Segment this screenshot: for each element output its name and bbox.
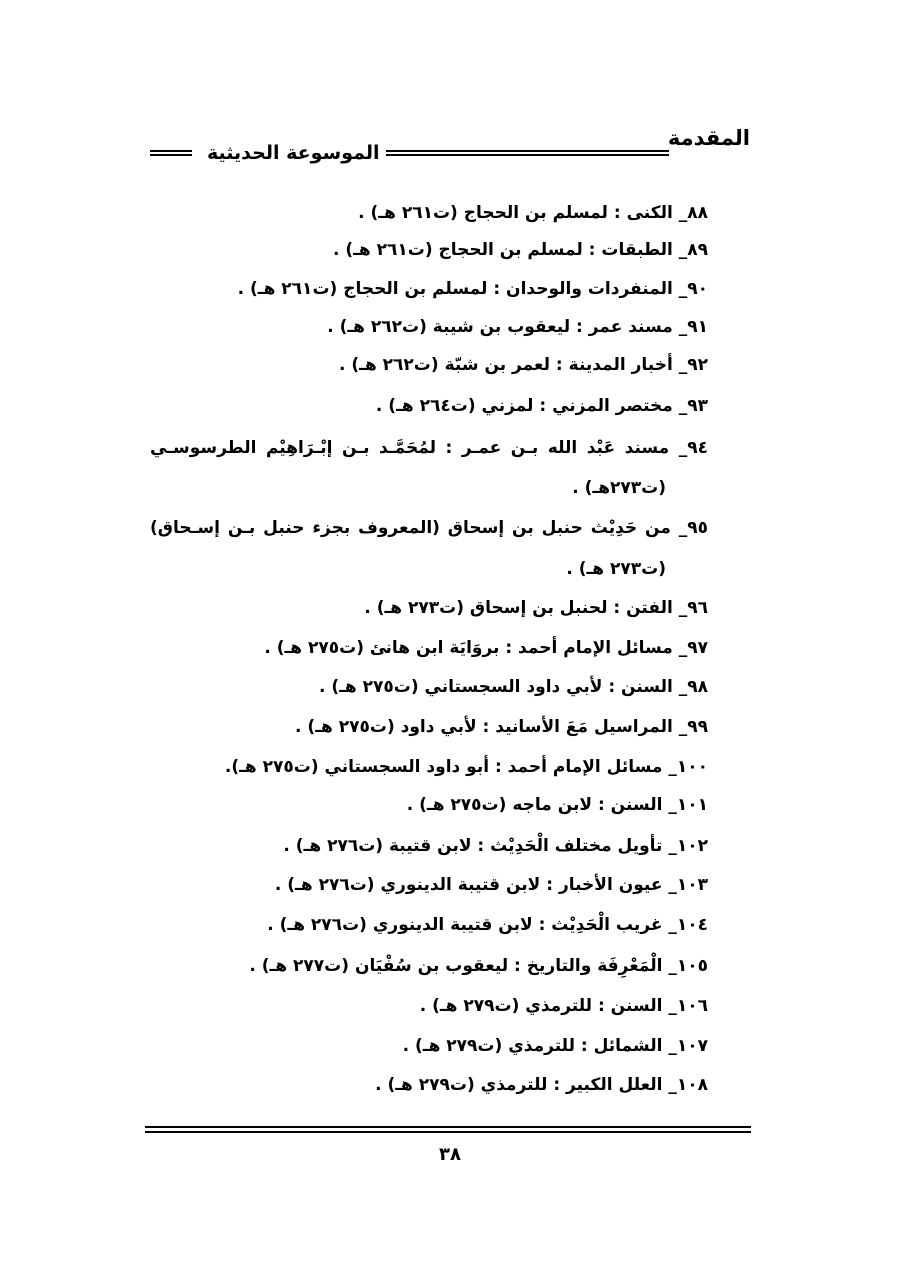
entry-95-continuation: (ت٢٧٣ هـ) . xyxy=(566,559,666,579)
entry-102: ١٠٢_ تأويل مختلف الْحَدِيْث : لابن قتيبة (ت٢٧٦ هـ) . xyxy=(283,836,708,856)
entry-94: ٩٤_ مسند عَبْد الله بـن عمـر : لمُحَمَّـد بـن إبْـرَاهِيْم الطرسوسـي xyxy=(150,438,708,458)
entry-101: ١٠١_ السنن : لابن ماجه (ت٢٧٥ هـ) . xyxy=(406,795,708,815)
entry-96: ٩٦_ الفتن : لحنبل بن إسحاق (ت٢٧٣ هـ) . xyxy=(364,598,708,618)
entry-104: ١٠٤_ غريب الْحَدِيْث : لابن قتيبة الدينوري (ت٢٧٦ هـ) . xyxy=(267,915,708,935)
entry-105: ١٠٥_ الْمَعْرِفَة والتاريخ : ليعقوب بن سُفْيَان (ت٢٧٧ هـ) . xyxy=(249,956,708,976)
entry-103: ١٠٣_ عيون الأخبار : لابن قتيبة الدينوري (ت٢٧٦ هـ) . xyxy=(274,875,708,895)
entry-90: ٩٠_ المنفردات والوحدان : لمسلم بن الحجاج (ت٢٦١ هـ) . xyxy=(237,279,708,299)
entry-91: ٩١_ مسند عمر : ليعقوب بن شيبة (ت٢٦٢ هـ) . xyxy=(327,317,708,337)
section-title: المقدمة xyxy=(667,126,750,150)
header-rule-short xyxy=(150,150,192,156)
entry-97: ٩٧_ مسائل الإمام أحمد : بروَايَة ابن هانئ (ت٢٧٥ هـ) . xyxy=(264,638,708,658)
entry-88: ٨٨_ الكنى : لمسلم بن الحجاج (ت٢٦١ هـ) . xyxy=(358,203,708,223)
footer-rule xyxy=(145,1126,751,1133)
entry-95: ٩٥_ من حَدِيْث حنبل بن إسحاق (المعروف بجزء حنبل بـن إسـحاق) xyxy=(150,518,708,538)
entry-107: ١٠٧_ الشمائل : للترمذي (ت٢٧٩ هـ) . xyxy=(402,1036,708,1056)
entry-89: ٨٩_ الطبقات : لمسلم بن الحجاج (ت٢٦١ هـ) . xyxy=(332,240,708,260)
entry-108: ١٠٨_ العلل الكبير : للترمذي (ت٢٧٩ هـ) . xyxy=(375,1075,708,1095)
entry-93: ٩٣_ مختصر المزني : لمزني (ت٢٦٤ هـ) . xyxy=(375,396,708,416)
entry-94-continuation: (ت٢٧٣هـ) . xyxy=(572,478,666,498)
header-rule-long xyxy=(386,150,669,156)
entry-99: ٩٩_ المراسيل مَعَ الأسانيد : لأبي داود (ت٢٧٥ هـ) . xyxy=(295,717,708,737)
book-title: الموسوعة الحديثية xyxy=(207,142,380,164)
entry-92: ٩٢_ أخبار المدينة : لعمر بن شبّة (ت٢٦٢ هـ) . xyxy=(338,355,708,375)
entry-98: ٩٨_ السنن : لأبي داود السجستاني (ت٢٧٥ هـ) . xyxy=(318,677,708,697)
page-number: ٣٨ xyxy=(439,1144,461,1165)
entry-106: ١٠٦_ السنن : للترمذي (ت٢٧٩ هـ) . xyxy=(419,996,708,1016)
entry-100: ١٠٠_ مسائل الإمام أحمد : أبو داود السجستاني (ت٢٧٥ هـ). xyxy=(224,757,708,777)
